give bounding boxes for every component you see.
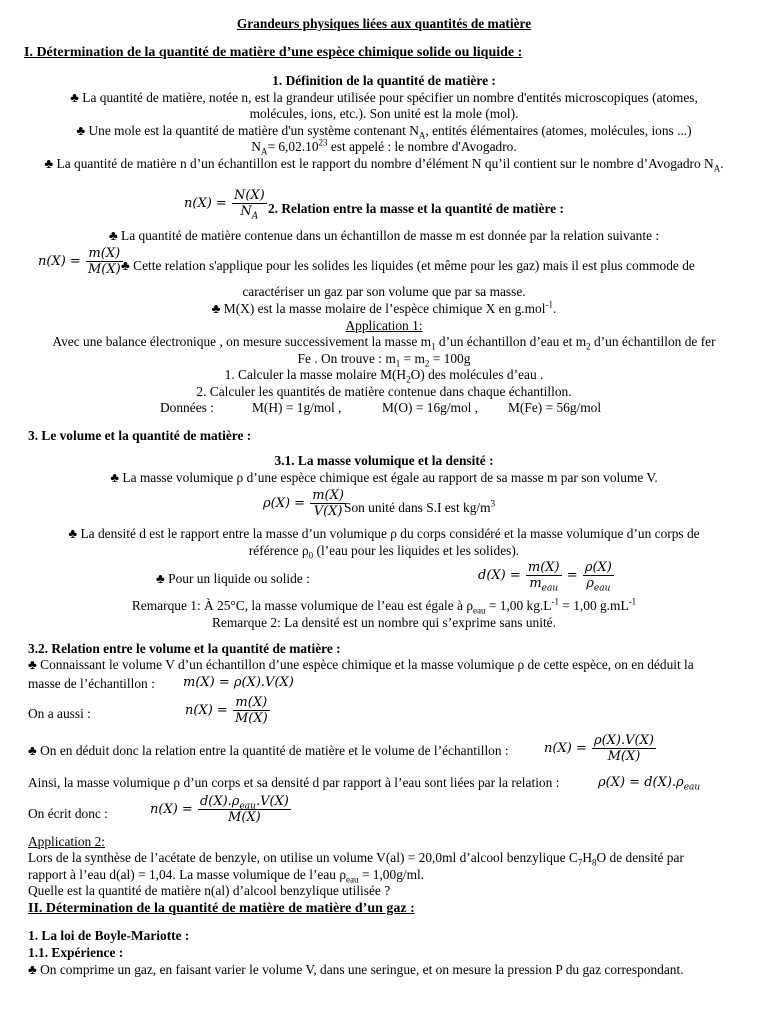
application1-paragraph2: Fe . On trouve : $m_1 = m_2 = 100g$ [297, 351, 471, 369]
section2-paragraph1: ♣ La quantité de matière contenue dans un échantillon de masse m est donnée par la relation suivante : [108, 228, 660, 243]
equation-rho-density: $\rho(X) = d(X).\rho_{eau}$ [598, 775, 701, 793]
section31-paragraph2-cont: référence $\rho_0$ (l’eau pour les liquides et les solides). [248, 543, 520, 561]
section1-paragraph2: ♣ Une mole est la quantité de matière d'un système contenant $N_A$, entités élémentaires (atomes, molécules, ions ...) [76, 123, 692, 141]
application1-heading: Application 1: [345, 318, 423, 333]
part2-section11-heading: 1.1. Expérience : [28, 945, 124, 960]
equation-n-mass-2: n(X) = $\frac{m(X)}{M(X)}$ [185, 695, 268, 726]
rho-unit: Son unité dans S.I est $kg/m^3$ [344, 498, 496, 515]
remark2: Remarque 2: La densité est un nombre qui s’exprime sans unité. [212, 615, 556, 630]
application2-question: Quelle est la quantité de matière n(al) d’alcool benzylique utilisée ? [28, 883, 391, 898]
part1-heading: I. Détermination de la quantité de matière d’une espèce chimique solide ou liquide : [24, 45, 523, 60]
application1-question1: 1. Calculer la masse molaire $M(H_2O)$ des molécules d’eau . [224, 367, 544, 385]
section32-heading: 3.2. Relation entre le volume et la quantité de matière : [28, 641, 341, 656]
section3-heading: 3. Le volume et la quantité de matière : [28, 428, 252, 443]
section32-paragraph1-cont: masse de l’échantillon : [28, 676, 155, 691]
part2-paragraph1: ♣ On comprime un gaz, en faisant varier le volume V, dans une seringue, et on mesure la pression P du gaz correspondant. [28, 962, 684, 977]
application1-paragraph1: Avec une balance électronique , on mesure successivement la masse $m_1$ d’un échantillon d’eau et $m_2$ d’un échantillon de fer [52, 334, 716, 352]
equation-n-mass: n(X) = $\frac{m(X)}{M(X)}$ [38, 246, 121, 277]
application2-heading: Application 2: [28, 834, 105, 849]
section2-paragraph3: ♣ M(X) est la masse molaire de l’espèce chimique X en g.mol$^{-1}$. [211, 299, 557, 316]
equation-n-avogadro: n(X) = $\frac{N(X)}{N_A}$ [184, 188, 265, 222]
application2-paragraph1: Lors de la synthèse de l’acétate de benzyle, on utilise un volume V(al) = 20,0ml d’alcool benzylique $C_7H_8O$ de densité par [28, 850, 684, 868]
section1-paragraph4: ♣ La quantité de matière n d’un échantillon est le rapport du nombre d’élément N qu’il contient sur le nombre d’Avogadro $N_A$. [44, 156, 724, 174]
application1-question2: 2. Calculer les quantités de matière contenue dans chaque échantillon. [196, 384, 572, 399]
section31-paragraph2: ♣ La densité d est le rapport entre la masse d’un volumique ρ du corps considéré et la masse volumique d’un corps de [68, 526, 700, 541]
document-title: Grandeurs physiques liées aux quantités de matière [236, 16, 532, 31]
section2-paragraph2-cont: caractériser un gaz par son volume que par sa masse. [242, 284, 526, 299]
equation-relative-density: d(X) = $\frac{m(X)}{m_{eau}}$ = $\frac{\rho(X)}{\rho_{eau}}$ [478, 560, 612, 594]
data-label: Données : [160, 400, 214, 415]
section2-heading: 2. Relation entre la masse et la quantité de matière : [268, 201, 564, 216]
data-molar-mass-o: M(O) = 16g/mol , [382, 400, 479, 415]
section2-paragraph2: ♣ Cette relation s'applique pour les solides les liquides (et même pour les gaz) mais il est plus commode de [121, 258, 695, 273]
section31-paragraph3: ♣ Pour un liquide ou solide : [156, 571, 310, 586]
part2-section1-heading: 1. La loi de Boyle-Mariotte : [28, 928, 190, 943]
equation-density-rho: ρ(X) = $\frac{m(X)}{V(X)}$ [263, 488, 344, 519]
application2-paragraph2: rapport à l’eau d(al) = 1,04. La masse volumique de l’eau $\rho_{eau} = 1,00g/ml$. [28, 867, 425, 885]
section32-paragraph2: On a aussi : [28, 706, 91, 721]
section31-paragraph1: ♣ La masse volumique ρ d’une espèce chimique est égale au rapport de sa masse m par son volume V. [110, 470, 658, 485]
avogadro-constant: $N_A= 6,02.10^{23}$ est appelé : le nombre d'Avogadro. [251, 137, 517, 157]
equation-n-volume: n(X) = $\frac{\rho(X).V(X)}{M(X)}$ [544, 733, 654, 764]
section32-paragraph4: Ainsi, la masse volumique ρ d’un corps et sa densité d par rapport à l’eau sont liées par la relation : [28, 775, 560, 790]
remark1: Remarque 1: À 25°C, la masse volumique de l’eau est égale à $\rho_{eau} = 1,00$ $kg.L^{-1} = 1,00$ $g.mL^{-1}$ [131, 596, 637, 616]
section32-paragraph1: ♣ Connaissant le volume V d’un échantillon d’une espèce chimique et la masse volumique ρ de cette espèce, on en déduit la [28, 657, 694, 672]
data-molar-mass-h: M(H) = 1g/mol , [252, 400, 342, 415]
section32-paragraph5: On écrit donc : [28, 806, 108, 821]
section1-heading: 1. Définition de la quantité de matière : [272, 73, 496, 88]
equation-mass-volume: m(X) = ρ(X).V(X) [183, 675, 294, 690]
section31-heading: 3.1. La masse volumique et la densité : [274, 453, 494, 468]
data-molar-mass-fe: M(Fe) = 56g/mol [508, 400, 602, 415]
part2-heading: II. Détermination de la quantité de matière de matière d’un gaz : [28, 901, 415, 916]
section32-paragraph3: ♣ On en déduit donc la relation entre la quantité de matière et le volume de l’échantillon : [28, 743, 509, 758]
equation-n-density: n(X) = $\frac{d(X).\rho_{eau}.V(X)}{M(X)}$ [150, 794, 289, 825]
section1-paragraph1: ♣ La quantité de matière, notée n, est la grandeur utilisée pour spécifier un nombre d'entités microscopiques (atomes, molécules, ions, etc.). Son unité est la mole (mol). [70, 90, 698, 121]
